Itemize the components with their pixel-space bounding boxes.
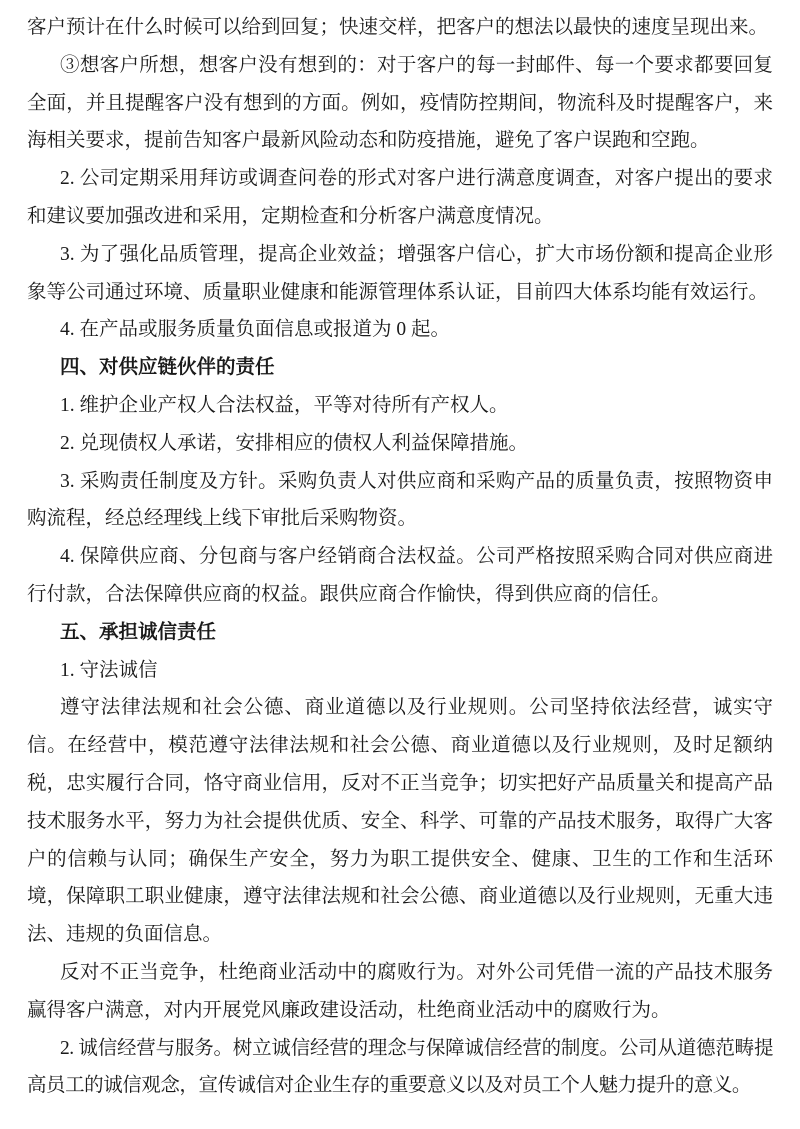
paragraph-quality-management: 3. 为了强化品质管理，提高企业效益；增强客户信心，扩大市场份额和提高企业形象等公司通过环境、质量职业健康和能源管理体系认证，目前四大体系均能有效运行。 xyxy=(27,243,773,303)
paragraph-anti-corruption: 反对不正当竞争，杜绝商业活动中的腐败行为。对外公司凭借一流的产品技术服务赢得客户满意，对内开展党风廉政建设活动，杜绝商业活动中的腐败行为。 xyxy=(27,961,773,1021)
paragraph-think-for-customer: ③想客户所想，想客户没有想到的：对于客户的每一封邮件、每一个要求都要回复全面，并且提醒客户没有想到的方面。例如，疫情防控期间，物流科及时提醒客户，来海相关要求，提前告知客户最新风险动态和防疫措施，避免了客户误跑和空跑。 xyxy=(27,54,773,152)
paragraph-law-abiding-integrity-title: 1. 守法诚信 xyxy=(60,659,158,681)
paragraph-integrity-operation-service: 2. 诚信经营与服务。树立诚信经营的理念与保障诚信经营的制度。公司从道德范畴提高员工的诚信观念，宣传诚信对企业生存的重要意义以及对员工个人魅力提升的意义。 xyxy=(27,1037,773,1097)
paragraph-law-abiding-integrity-body: 遵守法律法规和社会公德、商业道德以及行业规则。公司坚持依法经营，诚实守信。在经营中，模范遵守法律法规和社会公德、商业道德以及行业规则，及时足额纳税，忠实履行合同，恪守商业信用，反对不正当竞争；切实把好产品质量关和提高产品技术服务水平，努力为社会提供优质、安全、科学、可靠的产品技术服务，取得广大客户的信赖与认同；确保生产安全，努力为职工提供安全、健康、卫生的工作和生活环境，保障职工职业健康，遵守法律法规和社会公德、商业道德以及行业规则，无重大违法、违规的负面信息。 xyxy=(27,697,773,946)
paragraph-customer-reply-continuation: 客户预计在什么时候可以给到回复；快速交样，把客户的想法以最快的速度呈现出来。 xyxy=(27,17,769,38)
paragraph-procurement-policy: 3. 采购责任制度及方针。采购负责人对供应商和采购产品的质量负责，按照物资申购流程，经总经理线上线下审批后采购物资。 xyxy=(27,470,773,530)
paragraph-satisfaction-survey: 2. 公司定期采用拜访或调查问卷的形式对客户进行满意度调查，对客户提出的要求和建议要加强改进和采用，定期检查和分析客户满意度情况。 xyxy=(27,168,773,227)
paragraph-creditor-commitments: 2. 兑现债权人承诺，安排相应的债权人利益保障措施。 xyxy=(60,432,529,454)
paragraph-zero-negative-reports: 4. 在产品或服务质量负面信息或报道为 0 起。 xyxy=(60,319,451,341)
paragraph-supplier-rights: 4. 保障供应商、分包商与客户经销商合法权益。公司严格按照采购合同对供应商进行付款，合法保障供应商的权益。跟供应商合作愉快，得到供应商的信任。 xyxy=(27,546,773,605)
paragraph-property-rights: 1. 维护企业产权人合法权益，平等对待所有产权人。 xyxy=(60,394,509,416)
section-heading-supply-chain-responsibility: 四、对供应链伙伴的责任 xyxy=(60,357,275,379)
section-heading-integrity-responsibility: 五、承担诚信责任 xyxy=(60,621,217,643)
